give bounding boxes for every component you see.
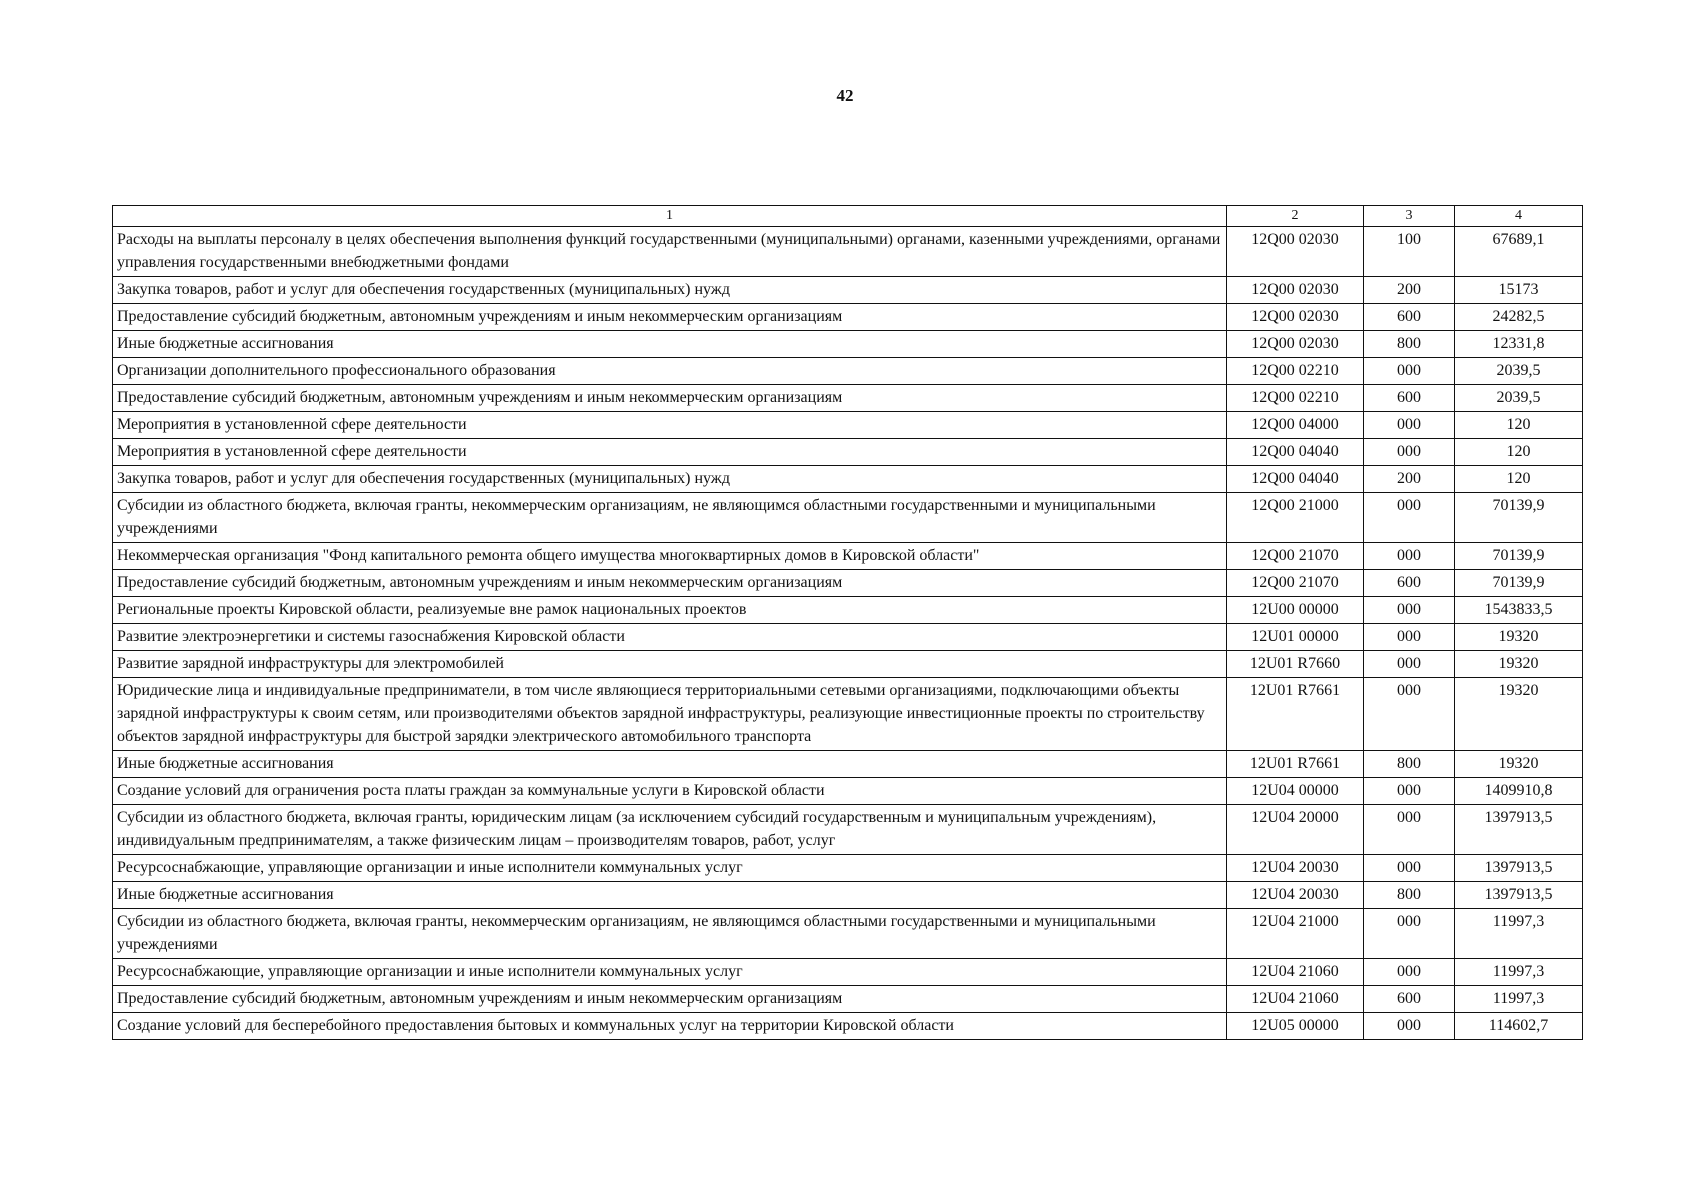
expense-type-cell: 000: [1364, 651, 1455, 678]
expense-type-cell: 200: [1364, 277, 1455, 304]
target-code-cell: 12U01 R7661: [1227, 751, 1364, 778]
expense-name-cell: Предоставление субсидий бюджетным, автономным учреждениям и иным некоммерческим организациям: [113, 570, 1227, 597]
amount-cell: 15173: [1455, 277, 1583, 304]
table-row: [113, 493, 1583, 543]
target-code-cell: 12Q00 02030: [1227, 227, 1364, 277]
amount-cell: 12331,8: [1455, 331, 1583, 358]
column-header-code: 2: [1227, 206, 1364, 227]
column-header-type: 3: [1364, 206, 1455, 227]
expense-type-cell: 000: [1364, 543, 1455, 570]
amount-cell: 19320: [1455, 651, 1583, 678]
expense-name-cell: Закупка товаров, работ и услуг для обеспечения государственных (муниципальных) нужд: [113, 277, 1227, 304]
expense-type-cell: 600: [1364, 385, 1455, 412]
target-code-cell: 12Q00 21070: [1227, 570, 1364, 597]
expense-type-cell: 000: [1364, 597, 1455, 624]
target-code-cell: 12U00 00000: [1227, 597, 1364, 624]
table-row: [113, 678, 1583, 751]
table-row: [113, 331, 1583, 358]
expense-type-cell: 600: [1364, 304, 1455, 331]
amount-cell: 70139,9: [1455, 543, 1583, 570]
amount-cell: 70139,9: [1455, 493, 1583, 543]
column-header-sum: 4: [1455, 206, 1583, 227]
amount-cell: 19320: [1455, 678, 1583, 751]
expense-name-cell: Расходы на выплаты персоналу в целях обеспечения выполнения функций государственными (муниципальными) органами, казенными учреждениями, органами управления государственными внебюджетными фондами: [113, 227, 1227, 277]
expense-name-cell: Мероприятия в установленной сфере деятельности: [113, 412, 1227, 439]
expense-name-cell: Субсидии из областного бюджета, включая гранты, юридическим лицам (за исключением субсидий государственным и муниципальным учреждениям), индивидуальным предпринимателям, а также физическим лицам – производителям товаров, работ, услуг: [113, 805, 1227, 855]
table-row: [113, 778, 1583, 805]
table-row: [113, 909, 1583, 959]
expense-type-cell: 000: [1364, 1013, 1455, 1040]
target-code-cell: 12U04 21000: [1227, 909, 1364, 959]
table-row: [113, 651, 1583, 678]
expense-name-cell: Предоставление субсидий бюджетным, автономным учреждениям и иным некоммерческим организациям: [113, 385, 1227, 412]
table-header-row: [113, 206, 1583, 227]
table-row: [113, 597, 1583, 624]
expense-name-cell: Иные бюджетные ассигнования: [113, 751, 1227, 778]
amount-cell: 67689,1: [1455, 227, 1583, 277]
expense-name-cell: Предоставление субсидий бюджетным, автономным учреждениям и иным некоммерческим организациям: [113, 986, 1227, 1013]
table-row: [113, 466, 1583, 493]
expense-type-cell: 200: [1364, 466, 1455, 493]
expense-type-cell: 000: [1364, 678, 1455, 751]
amount-cell: 1409910,8: [1455, 778, 1583, 805]
expense-name-cell: Закупка товаров, работ и услуг для обеспечения государственных (муниципальных) нужд: [113, 466, 1227, 493]
expense-type-cell: 800: [1364, 882, 1455, 909]
expense-type-cell: 000: [1364, 909, 1455, 959]
target-code-cell: 12Q00 21070: [1227, 543, 1364, 570]
target-code-cell: 12Q00 02030: [1227, 304, 1364, 331]
expense-name-cell: Региональные проекты Кировской области, реализуемые вне рамок национальных проектов: [113, 597, 1227, 624]
amount-cell: 24282,5: [1455, 304, 1583, 331]
expense-name-cell: Ресурсоснабжающие, управляющие организации и иные исполнители коммунальных услуг: [113, 855, 1227, 882]
expense-name-cell: Создание условий для ограничения роста платы граждан за коммунальные услуги в Кировской области: [113, 778, 1227, 805]
amount-cell: 70139,9: [1455, 570, 1583, 597]
amount-cell: 19320: [1455, 624, 1583, 651]
table-row: [113, 358, 1583, 385]
target-code-cell: 12Q00 04040: [1227, 439, 1364, 466]
expense-type-cell: 800: [1364, 331, 1455, 358]
table-row: [113, 986, 1583, 1013]
expense-name-cell: Ресурсоснабжающие, управляющие организации и иные исполнители коммунальных услуг: [113, 959, 1227, 986]
target-code-cell: 12U01 R7661: [1227, 678, 1364, 751]
expense-name-cell: Субсидии из областного бюджета, включая гранты, некоммерческим организациям, не являющимся областными государственными и муниципальными учреждениями: [113, 493, 1227, 543]
amount-cell: 120: [1455, 466, 1583, 493]
expense-type-cell: 600: [1364, 986, 1455, 1013]
expense-type-cell: 000: [1364, 778, 1455, 805]
amount-cell: 1397913,5: [1455, 805, 1583, 855]
expense-name-cell: Мероприятия в установленной сфере деятельности: [113, 439, 1227, 466]
amount-cell: 2039,5: [1455, 358, 1583, 385]
expense-type-cell: 000: [1364, 855, 1455, 882]
target-code-cell: 12U04 21060: [1227, 959, 1364, 986]
expense-type-cell: 000: [1364, 493, 1455, 543]
table-row: [113, 751, 1583, 778]
expense-type-cell: 000: [1364, 412, 1455, 439]
expense-type-cell: 000: [1364, 805, 1455, 855]
table-row: [113, 959, 1583, 986]
expense-name-cell: Создание условий для бесперебойного предоставления бытовых и коммунальных услуг на территории Кировской области: [113, 1013, 1227, 1040]
table-row: [113, 855, 1583, 882]
target-code-cell: 12Q00 02210: [1227, 385, 1364, 412]
amount-cell: 120: [1455, 412, 1583, 439]
target-code-cell: 12U05 00000: [1227, 1013, 1364, 1040]
expense-type-cell: 600: [1364, 570, 1455, 597]
expense-name-cell: Развитие зарядной инфраструктуры для электромобилей: [113, 651, 1227, 678]
table-row: [113, 805, 1583, 855]
target-code-cell: 12Q00 02030: [1227, 331, 1364, 358]
amount-cell: 11997,3: [1455, 986, 1583, 1013]
expense-name-cell: Развитие электроэнергетики и системы газоснабжения Кировской области: [113, 624, 1227, 651]
target-code-cell: 12Q00 21000: [1227, 493, 1364, 543]
amount-cell: 2039,5: [1455, 385, 1583, 412]
target-code-cell: 12U04 20030: [1227, 882, 1364, 909]
target-code-cell: 12U01 00000: [1227, 624, 1364, 651]
amount-cell: 1397913,5: [1455, 882, 1583, 909]
target-code-cell: 12U04 00000: [1227, 778, 1364, 805]
amount-cell: 11997,3: [1455, 909, 1583, 959]
expense-name-cell: Юридические лица и индивидуальные предприниматели, в том числе являющиеся территориальными сетевыми организациями, подключающими объекты зарядной инфраструктуры к своим сетям, или производителями объектов зарядной инфраструктуры, реализующие инвестиционные проекты по строительству объектов зарядной инфраструктуры для быстрой зарядки электрического автомобильного транспорта: [113, 678, 1227, 751]
expense-type-cell: 000: [1364, 959, 1455, 986]
expense-name-cell: Некоммерческая организация "Фонд капитального ремонта общего имущества многоквартирных домов в Кировской области": [113, 543, 1227, 570]
table-row: [113, 882, 1583, 909]
table-row: [113, 277, 1583, 304]
table-row: [113, 439, 1583, 466]
expense-name-cell: Иные бюджетные ассигнования: [113, 882, 1227, 909]
amount-cell: 120: [1455, 439, 1583, 466]
table-row: [113, 304, 1583, 331]
table-body: [113, 227, 1583, 1040]
expense-type-cell: 000: [1364, 439, 1455, 466]
target-code-cell: 12U04 20000: [1227, 805, 1364, 855]
amount-cell: 1543833,5: [1455, 597, 1583, 624]
expense-type-cell: 000: [1364, 358, 1455, 385]
table-row: [113, 1013, 1583, 1040]
expense-name-cell: Субсидии из областного бюджета, включая гранты, некоммерческим организациям, не являющимся областными государственными и муниципальными учреждениями: [113, 909, 1227, 959]
target-code-cell: 12U01 R7660: [1227, 651, 1364, 678]
expense-type-cell: 000: [1364, 624, 1455, 651]
target-code-cell: 12Q00 04000: [1227, 412, 1364, 439]
table-row: [113, 624, 1583, 651]
target-code-cell: 12U04 20030: [1227, 855, 1364, 882]
column-header-name: 1: [113, 206, 1227, 227]
table-row: [113, 570, 1583, 597]
table-row: [113, 543, 1583, 570]
target-code-cell: 12Q00 02210: [1227, 358, 1364, 385]
amount-cell: 114602,7: [1455, 1013, 1583, 1040]
budget-table: [112, 205, 1583, 1040]
expense-type-cell: 800: [1364, 751, 1455, 778]
expense-name-cell: Предоставление субсидий бюджетным, автономным учреждениям и иным некоммерческим организациям: [113, 304, 1227, 331]
table-row: [113, 385, 1583, 412]
target-code-cell: 12Q00 02030: [1227, 277, 1364, 304]
table-row: [113, 227, 1583, 277]
expense-name-cell: Организации дополнительного профессионального образования: [113, 358, 1227, 385]
target-code-cell: 12Q00 04040: [1227, 466, 1364, 493]
target-code-cell: 12U04 21060: [1227, 986, 1364, 1013]
expense-name-cell: Иные бюджетные ассигнования: [113, 331, 1227, 358]
amount-cell: 19320: [1455, 751, 1583, 778]
page-number: 42: [836, 86, 854, 105]
table-row: [113, 412, 1583, 439]
amount-cell: 11997,3: [1455, 959, 1583, 986]
amount-cell: 1397913,5: [1455, 855, 1583, 882]
expense-type-cell: 100: [1364, 227, 1455, 277]
